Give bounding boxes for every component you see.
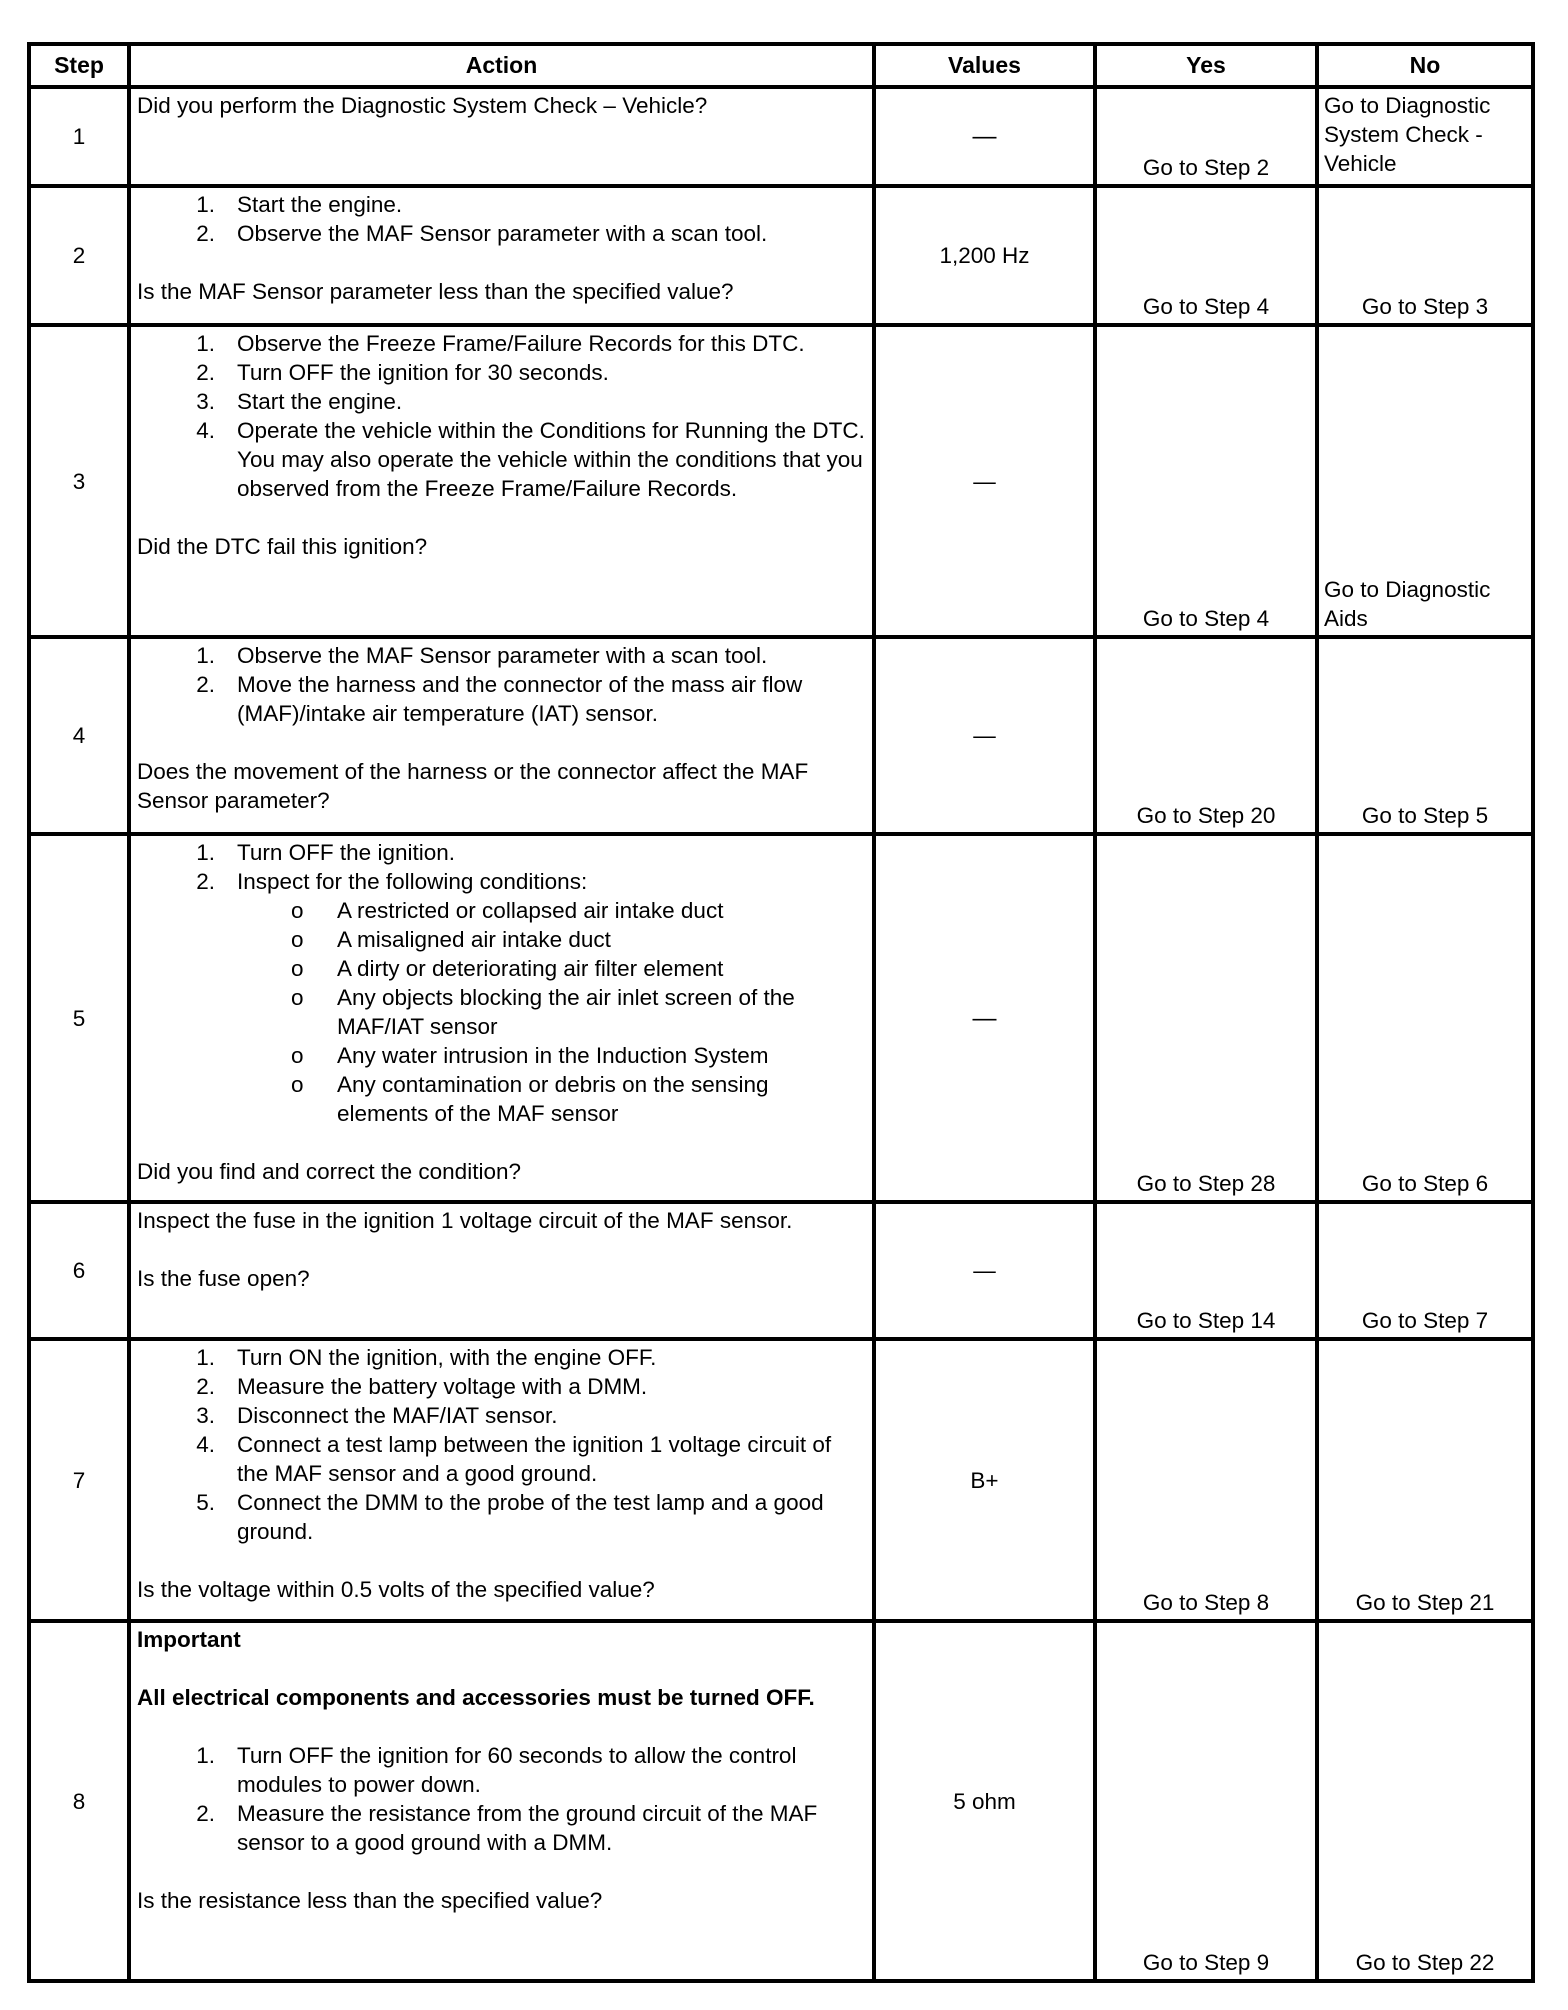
yes-text: Go to Step 4 bbox=[1142, 294, 1270, 319]
action-cell bbox=[129, 186, 874, 325]
yes-text: Go to Step 20 bbox=[1136, 803, 1276, 828]
action-step: 2. Move the harness and the connector of the mass air flow (MAF)/intake air temperature (IAT) sensor. bbox=[196, 672, 803, 726]
step-number: 5 bbox=[29, 834, 129, 1202]
action-cell bbox=[129, 87, 874, 186]
step-number: 6 bbox=[29, 1202, 129, 1339]
table-row bbox=[29, 1621, 1533, 1981]
no-cell bbox=[1317, 1621, 1533, 1981]
action-question: Does the movement of the harness or the connector affect the MAF Sensor parameter? bbox=[137, 759, 809, 813]
action-step: 1. Turn ON the ignition, with the engine OFF. bbox=[196, 1345, 657, 1370]
value-cell: — bbox=[874, 637, 1095, 834]
step-number: 4 bbox=[29, 637, 129, 834]
action-cell bbox=[129, 637, 874, 834]
condition-item: o Any water intrusion in the Induction System bbox=[291, 1043, 769, 1068]
yes-text: Go to Step 8 bbox=[1142, 1590, 1270, 1615]
action-question: Did the DTC fail this ignition? bbox=[137, 534, 428, 559]
action-cell bbox=[129, 1621, 874, 1981]
action-step: 1. Turn OFF the ignition. bbox=[196, 840, 456, 865]
value-cell: — bbox=[874, 325, 1095, 637]
action-step: 2. Inspect for the following conditions: o A restricted or collapsed air intake duct o A misaligned air intake duct o A dirty or deteriorating air filter element o Any objects blocking the air inlet screen of the MAF/IAT sensor o Any water intrusion in the Induction System o Any contamination or debris on the sensing elements of the MAF sensor bbox=[237, 867, 866, 1128]
action-step: 4. Operate the vehicle within the Conditions for Running the DTC. You may also operate the vehicle within the conditions that you observed from the Freeze Frame/Failure Records. bbox=[196, 418, 865, 501]
action-question: Is the fuse open? bbox=[137, 1266, 310, 1291]
condition-list bbox=[237, 896, 866, 1128]
header-no: No bbox=[1317, 44, 1533, 87]
no-text: Go to Step 7 bbox=[1361, 1308, 1489, 1333]
header-values: Values bbox=[874, 44, 1095, 87]
condition-item: o Any objects blocking the air inlet screen of the MAF/IAT sensor bbox=[291, 985, 795, 1039]
value-cell: — bbox=[874, 1202, 1095, 1339]
header-step: Step bbox=[29, 44, 129, 87]
table-row bbox=[29, 87, 1533, 186]
no-cell bbox=[1317, 834, 1533, 1202]
yes-cell bbox=[1095, 325, 1317, 637]
yes-text: Go to Step 28 bbox=[1136, 1171, 1276, 1196]
action-steps bbox=[137, 838, 866, 1128]
value-cell: 1,200 Hz bbox=[874, 186, 1095, 325]
step-number: 3 bbox=[29, 325, 129, 637]
yes-cell bbox=[1095, 1202, 1317, 1339]
no-text: Go to Step 21 bbox=[1355, 1590, 1495, 1615]
no-cell bbox=[1317, 325, 1533, 637]
step-number: 1 bbox=[29, 87, 129, 186]
table-row bbox=[29, 186, 1533, 325]
yes-cell bbox=[1095, 87, 1317, 186]
yes-text: Go to Step 9 bbox=[1142, 1950, 1270, 1975]
action-steps bbox=[137, 641, 866, 728]
action-step: 3. Start the engine. bbox=[196, 389, 403, 414]
action-steps bbox=[137, 1343, 866, 1546]
yes-text: Go to Step 4 bbox=[1142, 606, 1270, 631]
action-step: 1. Observe the Freeze Frame/Failure Records for this DTC. bbox=[196, 331, 805, 356]
step-number: 8 bbox=[29, 1621, 129, 1981]
table-row bbox=[29, 325, 1533, 637]
action-question: Did you find and correct the condition? bbox=[137, 1159, 521, 1184]
important-text: All electrical components and accessories must be turned OFF. bbox=[137, 1685, 815, 1710]
action-step: 1. Turn OFF the ignition for 60 seconds to allow the control modules to power down. bbox=[196, 1743, 797, 1797]
yes-text: Go to Step 2 bbox=[1142, 155, 1270, 180]
action-step: 1. Start the engine. bbox=[196, 192, 403, 217]
action-step: 2. Measure the resistance from the ground circuit of the MAF sensor to a good ground with a DMM. bbox=[196, 1801, 818, 1855]
action-intro: Inspect the fuse in the ignition 1 voltage circuit of the MAF sensor. bbox=[137, 1208, 793, 1233]
yes-text: Go to Step 14 bbox=[1136, 1308, 1276, 1333]
yes-cell bbox=[1095, 1339, 1317, 1621]
action-step: 3. Disconnect the MAF/IAT sensor. bbox=[196, 1403, 558, 1428]
action-steps bbox=[137, 1741, 866, 1857]
action-step: 1. Observe the MAF Sensor parameter with a scan tool. bbox=[196, 643, 768, 668]
condition-item: o A restricted or collapsed air intake duct bbox=[291, 898, 724, 923]
no-cell bbox=[1317, 87, 1533, 186]
table-row bbox=[29, 1202, 1533, 1339]
no-cell bbox=[1317, 1339, 1533, 1621]
no-text: Go to Diagnostic System Check - Vehicle bbox=[1324, 93, 1491, 176]
action-step: 4. Connect a test lamp between the ignition 1 voltage circuit of the MAF sensor and a good ground. bbox=[196, 1432, 832, 1486]
no-cell bbox=[1317, 637, 1533, 834]
yes-cell bbox=[1095, 1621, 1317, 1981]
table-row bbox=[29, 1339, 1533, 1621]
yes-cell bbox=[1095, 186, 1317, 325]
condition-item: o A dirty or deteriorating air filter element bbox=[291, 956, 724, 981]
table-row bbox=[29, 637, 1533, 834]
no-text: Go to Step 6 bbox=[1361, 1171, 1489, 1196]
header-action: Action bbox=[129, 44, 874, 87]
condition-item: o A misaligned air intake duct bbox=[291, 927, 611, 952]
diagnostic-table bbox=[27, 42, 1535, 1983]
action-question: Is the voltage within 0.5 volts of the specified value? bbox=[137, 1577, 655, 1602]
action-cell bbox=[129, 325, 874, 637]
no-text: Go to Diagnostic Aids bbox=[1324, 577, 1491, 631]
header-yes: Yes bbox=[1095, 44, 1317, 87]
table-row bbox=[29, 834, 1533, 1202]
action-cell bbox=[129, 1339, 874, 1621]
yes-cell bbox=[1095, 637, 1317, 834]
action-step: 2. Measure the battery voltage with a DMM. bbox=[196, 1374, 648, 1399]
no-text: Go to Step 3 bbox=[1361, 294, 1489, 319]
action-steps bbox=[137, 190, 866, 248]
value-cell: — bbox=[874, 834, 1095, 1202]
no-cell bbox=[1317, 186, 1533, 325]
action-question: Is the MAF Sensor parameter less than the specified value? bbox=[137, 279, 734, 304]
action-cell bbox=[129, 1202, 874, 1339]
action-step: 5. Connect the DMM to the probe of the test lamp and a good ground. bbox=[196, 1490, 824, 1544]
step-number: 2 bbox=[29, 186, 129, 325]
yes-cell bbox=[1095, 834, 1317, 1202]
no-text: Go to Step 22 bbox=[1355, 1950, 1495, 1975]
action-step: 2. Observe the MAF Sensor parameter with a scan tool. bbox=[196, 221, 768, 246]
no-cell bbox=[1317, 1202, 1533, 1339]
important-title: Important bbox=[137, 1627, 241, 1652]
no-text: Go to Step 5 bbox=[1361, 803, 1489, 828]
value-cell: 5 ohm bbox=[874, 1621, 1095, 1981]
value-cell: — bbox=[874, 87, 1095, 186]
action-question: Is the resistance less than the specified value? bbox=[137, 1888, 603, 1913]
condition-item: o Any contamination or debris on the sensing elements of the MAF sensor bbox=[291, 1072, 769, 1126]
action-cell bbox=[129, 834, 874, 1202]
action-intro: Did you perform the Diagnostic System Check – Vehicle? bbox=[137, 93, 708, 118]
step-number: 7 bbox=[29, 1339, 129, 1621]
action-steps bbox=[137, 329, 866, 503]
header-row bbox=[29, 44, 1533, 87]
action-step: 2. Turn OFF the ignition for 30 seconds. bbox=[196, 360, 609, 385]
value-cell: B+ bbox=[874, 1339, 1095, 1621]
